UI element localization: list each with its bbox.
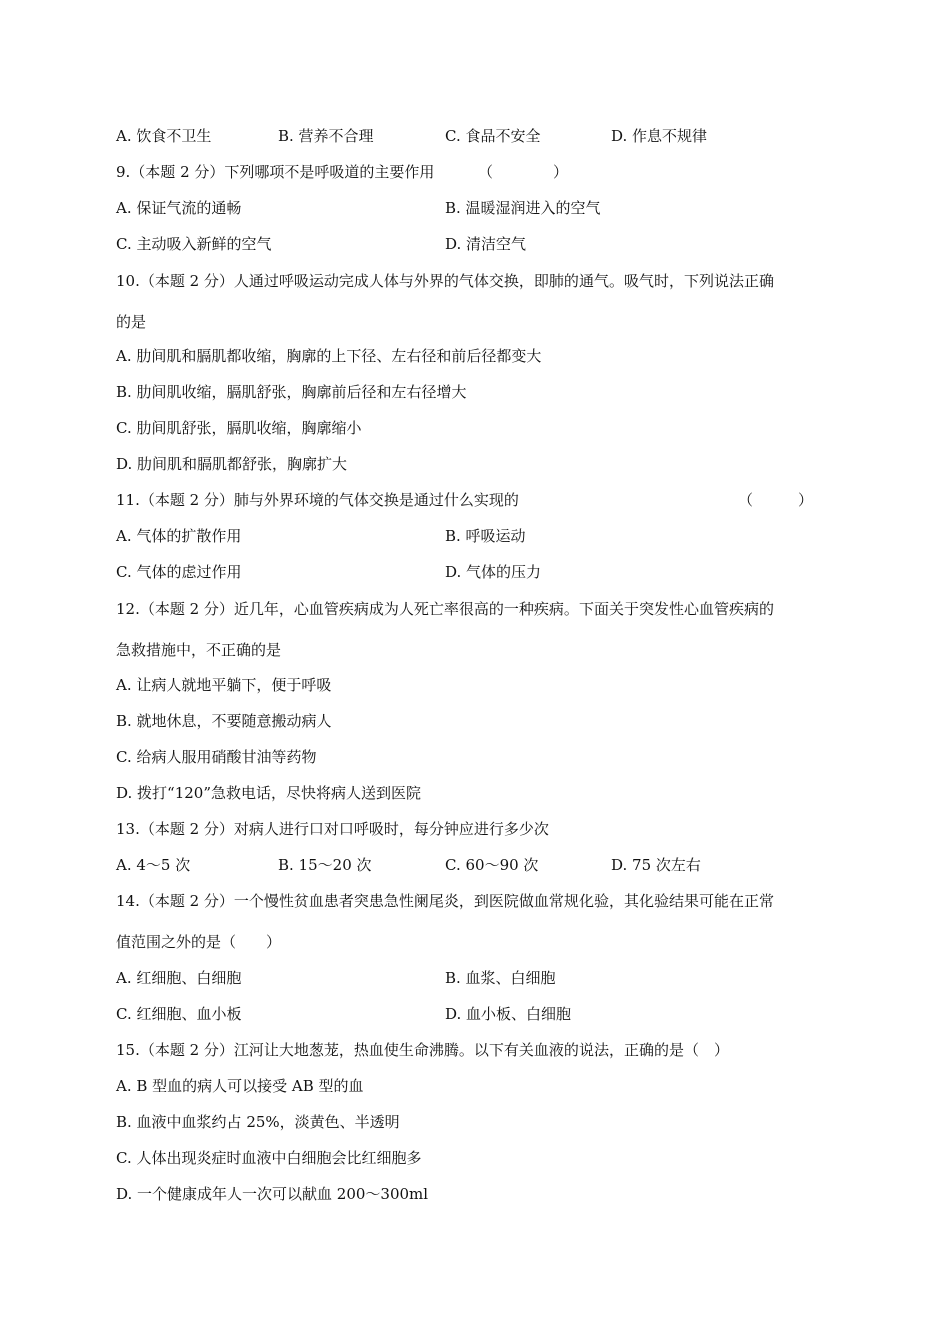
q13-option-b: B. 15～20 次 xyxy=(278,856,372,874)
q15-option-b: B. 血液中血浆约占 25%，淡黄色、半透明 xyxy=(116,1113,400,1131)
q14-option-a: A. 红细胞、白细胞 xyxy=(116,969,242,987)
q15-stem: 15.（本题 2 分）江河让大地葱茏，热血使生命沸腾。以下有关血液的说法，正确的是（ ） xyxy=(116,1041,729,1059)
q10-option-b: B. 肋间肌收缩，膈肌舒张，胸廓前后径和左右径增大 xyxy=(116,383,467,401)
q9-answer-blank: （ ） xyxy=(478,163,569,181)
q14-stem-line1: 14.（本题 2 分）一个慢性贫血患者突患急性阑尾炎，到医院做血常规化验，其化验结果可能在正常 xyxy=(116,892,774,910)
q11-option-a: A. 气体的扩散作用 xyxy=(116,527,242,545)
q11-option-b: B. 呼吸运动 xyxy=(445,527,526,545)
q11-option-d: D. 气体的压力 xyxy=(445,563,542,581)
q12-option-b: B. 就地休息，不要随意搬动病人 xyxy=(116,712,332,730)
q14-option-b: B. 血浆、白细胞 xyxy=(445,969,556,987)
q12-option-d: D. 拨打“120”急救电话，尽快将病人送到医院 xyxy=(116,784,421,802)
q9-option-c: C. 主动吸入新鲜的空气 xyxy=(116,235,272,253)
q13-stem: 13.（本题 2 分）对病人进行口对口呼吸时，每分钟应进行多少次 xyxy=(116,820,549,838)
q10-option-a: A. 肋间肌和膈肌都收缩，胸廓的上下径、左右径和前后径都变大 xyxy=(116,347,542,365)
q8-option-d: D. 作息不规律 xyxy=(611,127,708,145)
q9-option-b: B. 温暖湿润进入的空气 xyxy=(445,199,601,217)
q15-option-c: C. 人体出现炎症时血液中白细胞会比红细胞多 xyxy=(116,1149,422,1167)
q10-option-d: D. 肋间肌和膈肌都舒张，胸廓扩大 xyxy=(116,455,348,473)
q10-stem-line2: 的是 xyxy=(116,313,147,331)
q11-stem: 11.（本题 2 分）肺与外界环境的气体交换是通过什么实现的 xyxy=(116,491,519,509)
q15-option-d: D. 一个健康成年人一次可以献血 200～300ml xyxy=(116,1185,429,1203)
q10-option-c: C. 肋间肌舒张，膈肌收缩，胸廓缩小 xyxy=(116,419,362,437)
q12-option-a: A. 让病人就地平躺下，便于呼吸 xyxy=(116,676,332,694)
q12-stem-line1: 12.（本题 2 分）近几年，心血管疾病成为人死亡率很高的一种疾病。下面关于突发性心血管疾病的 xyxy=(116,600,774,618)
q8-option-b: B. 营养不合理 xyxy=(278,127,374,145)
q12-stem-line2: 急救措施中，不正确的是 xyxy=(116,641,282,659)
q8-option-c: C. 食品不安全 xyxy=(445,127,541,145)
q14-option-d: D. 血小板、白细胞 xyxy=(445,1005,572,1023)
q13-option-a: A. 4～5 次 xyxy=(116,856,191,874)
q14-option-c: C. 红细胞、血小板 xyxy=(116,1005,242,1023)
q10-stem-line1: 10.（本题 2 分）人通过呼吸运动完成人体与外界的气体交换，即肺的通气。吸气时，下列说法正确 xyxy=(116,272,774,290)
q15-option-a: A. B 型血的病人可以接受 AB 型的血 xyxy=(116,1077,364,1095)
q13-option-c: C. 60～90 次 xyxy=(445,856,539,874)
q9-option-d: D. 清洁空气 xyxy=(445,235,527,253)
q11-answer-blank: （ ） xyxy=(738,491,814,509)
q12-option-c: C. 给病人服用硝酸甘油等药物 xyxy=(116,748,317,766)
q9-option-a: A. 保证气流的通畅 xyxy=(116,199,242,217)
q13-option-d: D. 75 次左右 xyxy=(611,856,701,874)
q9-stem: 9.（本题 2 分）下列哪项不是呼吸道的主要作用 xyxy=(116,163,435,181)
q8-option-a: A. 饮食不卫生 xyxy=(116,127,212,145)
q14-stem-line2: 值范围之外的是（ ） xyxy=(116,933,282,951)
q11-option-c: C. 气体的虑过作用 xyxy=(116,563,242,581)
